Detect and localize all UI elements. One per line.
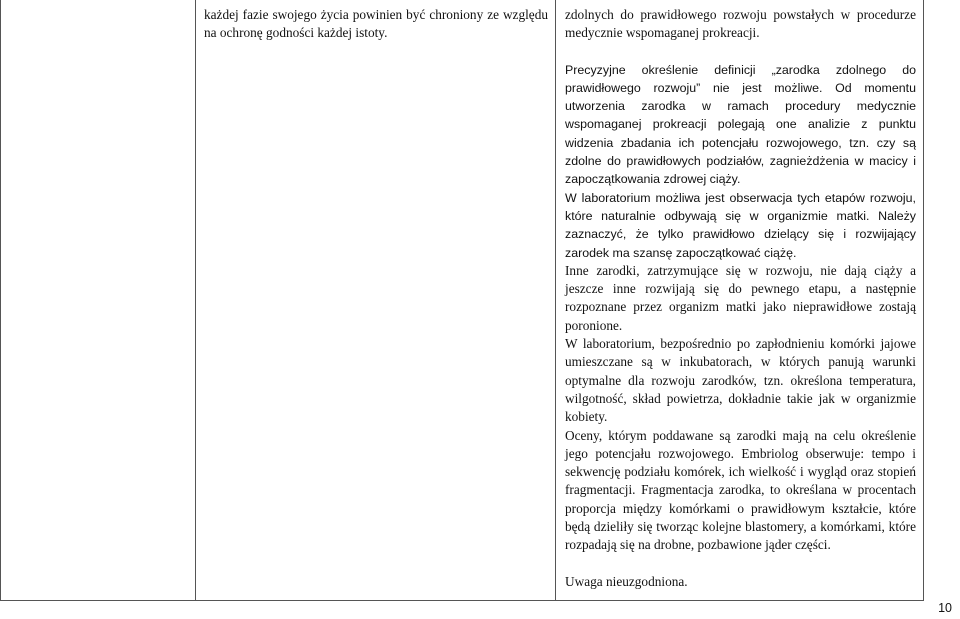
table-column-left (0, 0, 196, 601)
page-number: 10 (938, 601, 952, 615)
middle-cell-text: każdej fazie swojego życia powinien być chroniony ze względu na ochronę godności każdej istoty. (204, 7, 548, 40)
right-cell-paragraph-7: Uwaga nieuzgodniona. (565, 573, 688, 589)
table-column-middle (196, 0, 556, 601)
right-cell-paragraph-4: Inne zarodki, zatrzymujące się w rozwoju, nie dają ciąży a jeszcze inne rozwijają się do pewnego etapu, a następnie rozpoznane przez organizm matki jako nieprawidłowe zostają poronione. (565, 262, 916, 333)
right-cell-paragraph-6: Oceny, którym poddawane są zarodki mają na celu określenie jego potencjału rozwojowego. Embriolog obserwuje: tempo i sekwencję podziału komórek, ich wielkość i wygląd oraz stopień fragmentacji. Fragmentacja zarodka, to określana w procentach proporcja między komórkami o prawidłowym kształcie, które będą dzieliły się tworząc kolejne blastomery, a komórkami, które rozpadają się na drobne, pozbawione jąder części. (565, 427, 916, 553)
right-cell-paragraph-5: W laboratorium, bezpośrednio po zapłodnieniu komórki jajowe umieszczane są w inkubatorach, w których panują warunki optymalne dla rozwoju zarodków, tzn. określona temperatura, wilgotność, skład powietrza, dokładnie takie jak w organizmie kobiety. (565, 336, 916, 425)
right-cell-paragraph-1: zdolnych do prawidłowego rozwoju powstałych w procedurze medycznie wspomaganej prokreacji. (565, 7, 916, 41)
right-cell-paragraph-2: Precyzyjne określenie definicji „zarodka zdolnego do prawidłowego rozwoju” nie jest możliwe. Od momentu utworzenia zarodka w ramach procedury medycznie wspomaganej prokreacji polegają one analizie z punktu widzenia zbadania ich potencjału rozwojowego, tzn. czy są zdolne do prawidłowych podziałów, zagnieżdżenia w macicy i zapoczątkowania zdrowej ciąży. (565, 62, 916, 187)
right-cell-paragraph-3: W laboratorium możliwa jest obserwacja tych etapów rozwoju, które naturalnie odbywają się w organizmie matki. Należy zaznaczyć, że tylko prawidłowo dzielący się i rozwijający zarodek ma szansę zapoczątkować ciążę. (565, 190, 916, 260)
right-cell (565, 6, 916, 591)
